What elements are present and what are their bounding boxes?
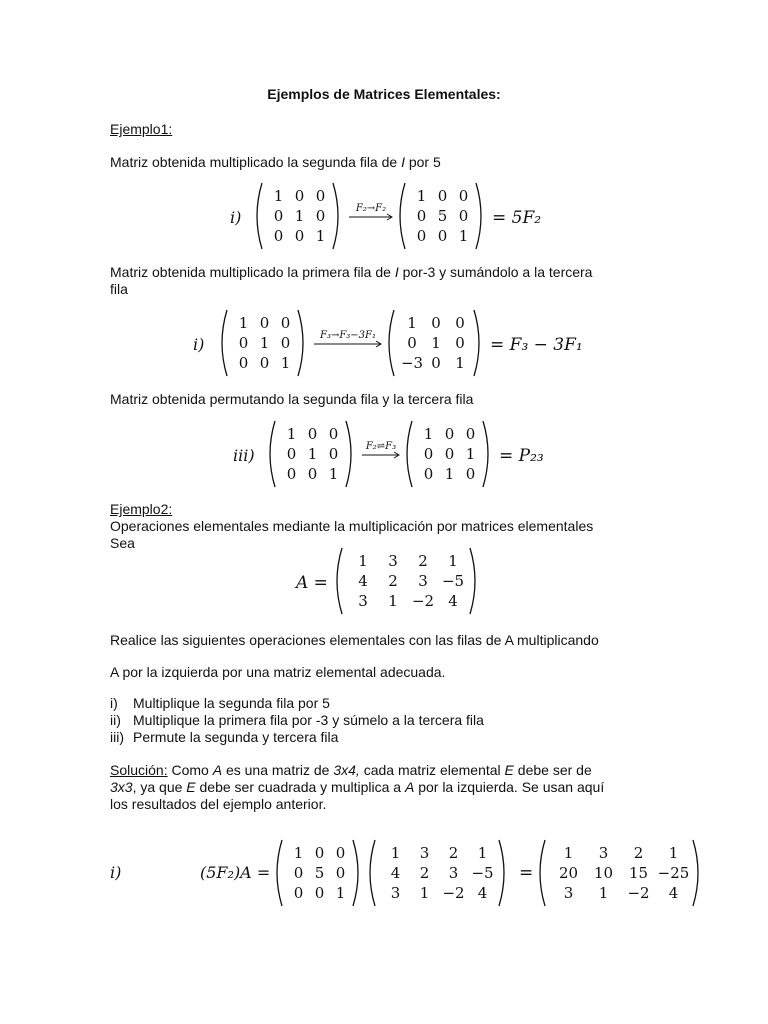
matrix-cell: 1 bbox=[259, 334, 270, 352]
list-text: Permute la segunda y tercera fila bbox=[133, 729, 339, 745]
matrix-cell: −25 bbox=[657, 864, 690, 882]
matrix-cell: 0 bbox=[431, 354, 441, 372]
text-italic: I bbox=[394, 264, 399, 280]
text-italic: A bbox=[212, 762, 223, 778]
right-paren bbox=[353, 840, 358, 906]
list-number: iii) bbox=[110, 729, 124, 745]
matrix-cell: 4 bbox=[390, 864, 401, 882]
matrix-cell: 3 bbox=[390, 884, 401, 902]
operation-label: F₃→F₃−3F₁ bbox=[320, 330, 376, 341]
page-title: Ejemplos de Matrices Elementales: bbox=[267, 86, 501, 102]
list-text: Multiplique la segunda fila por 5 bbox=[133, 695, 330, 711]
matrix-cell: 0 bbox=[465, 465, 476, 483]
matrix-cell: 0 bbox=[280, 314, 291, 332]
matrix-cell: 0 bbox=[273, 227, 284, 245]
matrix-cell: 1 bbox=[273, 187, 284, 205]
left-paren bbox=[222, 310, 227, 376]
matrix-a bbox=[296, 548, 476, 614]
matrix-cell: 5 bbox=[314, 864, 325, 882]
solution-line2 bbox=[110, 779, 604, 796]
text: es una matriz de bbox=[222, 762, 334, 778]
list-text: Multiplique la primera fila por -3 y súmelo a la tercera fila bbox=[133, 712, 484, 728]
matrix-cell: 1 bbox=[416, 187, 427, 205]
text-italic: 3x4, bbox=[333, 762, 360, 778]
text: Como bbox=[167, 762, 213, 778]
right-paren bbox=[476, 183, 481, 249]
right-paren bbox=[470, 548, 475, 614]
matrix-cell: −2 bbox=[442, 884, 465, 902]
matrix-cell: 1 bbox=[477, 844, 488, 862]
list-item bbox=[110, 712, 484, 729]
matrix-cell: 1 bbox=[407, 314, 417, 332]
text-italic: 3x3 bbox=[110, 779, 133, 795]
matrix-cell: 0 bbox=[315, 207, 326, 225]
matrix-cell: 1 bbox=[465, 445, 476, 463]
matrix-cell: 0 bbox=[328, 445, 339, 463]
matrix-cell: 1 bbox=[598, 884, 609, 902]
matrix-cell: 1 bbox=[358, 552, 368, 570]
matrix-cell: 0 bbox=[437, 187, 448, 205]
text: Matriz obtenida multiplicado la segunda fila de bbox=[110, 154, 402, 170]
ejemplo1-line2 bbox=[110, 264, 592, 281]
left-paren bbox=[407, 421, 412, 487]
matrix-cell: 1 bbox=[563, 844, 574, 862]
matrix-cell: 3 bbox=[418, 572, 428, 590]
matrix-cell: 1 bbox=[328, 465, 339, 483]
matrix-cell: 1 bbox=[388, 592, 398, 610]
instruction-line2: A por la izquierda por una matriz elemental adecuada. bbox=[110, 664, 446, 680]
right-paren bbox=[693, 840, 698, 906]
matrix-cell: 0 bbox=[416, 227, 427, 245]
right-paren bbox=[346, 421, 351, 487]
equation-result: = P₂₃ bbox=[499, 446, 544, 466]
left-paren bbox=[270, 421, 275, 487]
matrix-cell: 1 bbox=[455, 354, 465, 372]
list-number: ii) bbox=[110, 712, 121, 728]
list-item bbox=[110, 695, 330, 712]
equation-3 bbox=[233, 421, 553, 487]
matrix-cell: 0 bbox=[335, 844, 346, 862]
matrix-cell: 0 bbox=[416, 207, 427, 225]
matrix-cell: 1 bbox=[668, 844, 679, 862]
operation-label: F₂⇌F₃ bbox=[365, 441, 397, 452]
equation-label: i) bbox=[230, 208, 242, 227]
matrix-cell: 0 bbox=[328, 425, 339, 443]
text-italic: E bbox=[186, 779, 196, 795]
matrix-cell: 0 bbox=[280, 334, 291, 352]
matrix-cell: 15 bbox=[628, 864, 649, 882]
right-paren bbox=[499, 840, 504, 906]
text: debe ser cuadrada y multiplica a bbox=[195, 779, 405, 795]
matrix-cell: 0 bbox=[455, 314, 465, 332]
matrix-cell: 0 bbox=[307, 465, 318, 483]
matrix-cell: 1 bbox=[238, 314, 249, 332]
matrix-cell: 2 bbox=[418, 552, 428, 570]
text: por 5 bbox=[404, 154, 441, 170]
left-paren bbox=[257, 183, 262, 249]
ejemplo1-line1 bbox=[110, 154, 441, 171]
text-italic: I bbox=[401, 154, 405, 170]
matrix-cell: −2 bbox=[627, 884, 650, 902]
matrix-cell: 1 bbox=[431, 334, 441, 352]
matrix-cell: 3 bbox=[598, 844, 609, 862]
ejemplo2-line1: Operaciones elementales mediante la multiplicación por matrices elementales bbox=[110, 518, 594, 534]
matrix-cell: 0 bbox=[444, 425, 455, 443]
matrix-cell: 0 bbox=[423, 445, 434, 463]
solution-line1 bbox=[110, 762, 592, 779]
matrix-cell: 1 bbox=[294, 207, 305, 225]
matrix-cell: 3 bbox=[448, 864, 459, 882]
equation-label: iii) bbox=[233, 446, 255, 465]
text: por-3 y sumándolo a la tercera bbox=[398, 264, 593, 280]
solution-label: Solución: bbox=[110, 762, 168, 778]
matrix-cell: 0 bbox=[259, 354, 270, 372]
matrix-cell: 4 bbox=[358, 572, 368, 590]
text: , ya que bbox=[132, 779, 187, 795]
matrix-cell: 0 bbox=[307, 425, 318, 443]
equation-label: i) bbox=[193, 335, 205, 354]
matrix-cell: 3 bbox=[358, 592, 368, 610]
matrix-cell: 0 bbox=[407, 334, 417, 352]
matrix-cell: 1 bbox=[423, 425, 434, 443]
matrix-cell: 0 bbox=[431, 314, 441, 332]
matrix-cell: 1 bbox=[419, 884, 430, 902]
matrix-cell: 0 bbox=[314, 884, 325, 902]
matrix-cell: 5 bbox=[437, 207, 448, 225]
matrix-cell: 0 bbox=[238, 334, 249, 352]
ejemplo1-heading: Ejemplo1: bbox=[110, 121, 173, 137]
matrix-cell: 0 bbox=[286, 465, 297, 483]
matrix-cell: 0 bbox=[294, 227, 305, 245]
left-paren bbox=[400, 183, 405, 249]
matrix-cell: 0 bbox=[238, 354, 249, 372]
matrix-cell: −3 bbox=[400, 354, 424, 372]
matrix-cell: 1 bbox=[448, 552, 458, 570]
matrix-cell: −5 bbox=[471, 864, 494, 882]
matrix-cell: 0 bbox=[293, 884, 304, 902]
matrix-cell: −2 bbox=[411, 592, 435, 610]
text: por la izquierda. Se usan aquí bbox=[414, 779, 605, 795]
equation-1 bbox=[230, 183, 550, 249]
left-paren bbox=[540, 840, 545, 906]
matrix-cell: 0 bbox=[465, 425, 476, 443]
matrix-cell: 0 bbox=[335, 864, 346, 882]
matrix-cell: 1 bbox=[335, 884, 346, 902]
matrix-cell: 2 bbox=[388, 572, 398, 590]
matrix-cell: 0 bbox=[286, 445, 297, 463]
right-paren bbox=[298, 310, 303, 376]
matrix-cell: 0 bbox=[293, 864, 304, 882]
matrix-cell: 1 bbox=[390, 844, 401, 862]
matrix-cell: 1 bbox=[444, 465, 455, 483]
matrix-cell: 0 bbox=[314, 844, 325, 862]
matrix-cell: 4 bbox=[448, 592, 458, 610]
text-italic: A bbox=[404, 779, 415, 795]
matrix-cell: 0 bbox=[294, 187, 305, 205]
matrix-cell: 1 bbox=[293, 844, 304, 862]
matrix-cell: 4 bbox=[477, 884, 488, 902]
right-paren bbox=[333, 183, 338, 249]
ejemplo1-line3: Matriz obtenida permutando la segunda fila y la tercera fila bbox=[110, 391, 474, 407]
left-paren bbox=[389, 310, 394, 376]
ejemplo2-line2: Sea bbox=[110, 535, 135, 551]
list-item bbox=[110, 729, 338, 746]
text: Matriz obtenida multiplicado la primera fila de bbox=[110, 264, 395, 280]
matrix-cell: 1 bbox=[280, 354, 291, 372]
equation-lhs: (5F₂)A = bbox=[200, 863, 271, 882]
matrix-cell: 0 bbox=[458, 187, 469, 205]
matrix-cell: 20 bbox=[558, 864, 579, 882]
text-italic: E bbox=[504, 762, 514, 778]
right-paren bbox=[483, 421, 488, 487]
matrix-cell: 2 bbox=[448, 844, 459, 862]
operation-label: F₂→F₂ bbox=[355, 203, 387, 214]
equals-sign: = bbox=[519, 863, 534, 883]
matrix-cell: 10 bbox=[593, 864, 614, 882]
equation-result: = 5F₂ bbox=[492, 208, 542, 228]
matrix-a-label: A = bbox=[296, 573, 328, 593]
final-equation bbox=[100, 840, 690, 906]
matrix-cell: 2 bbox=[419, 864, 430, 882]
matrix-cell: 3 bbox=[388, 552, 398, 570]
matrix-cell: 0 bbox=[259, 314, 270, 332]
equation-result: = F₃ − 3F₁ bbox=[490, 335, 583, 355]
text: debe ser de bbox=[513, 762, 592, 778]
matrix-cell: 0 bbox=[273, 207, 284, 225]
matrix-cell: −5 bbox=[441, 572, 465, 590]
matrix-cell: 0 bbox=[437, 227, 448, 245]
equation-label: i) bbox=[110, 863, 122, 882]
equation-2 bbox=[193, 310, 583, 376]
matrix-cell: 3 bbox=[563, 884, 574, 902]
left-paren bbox=[370, 840, 375, 906]
matrix-cell: 1 bbox=[307, 445, 318, 463]
matrix-cell: 1 bbox=[315, 227, 326, 245]
matrix-cell: 4 bbox=[668, 884, 679, 902]
matrix-cell: 0 bbox=[444, 445, 455, 463]
matrix-cell: 3 bbox=[419, 844, 430, 862]
left-paren bbox=[277, 840, 282, 906]
matrix-cell: 1 bbox=[458, 227, 469, 245]
right-paren bbox=[474, 310, 479, 376]
matrix-cell: 1 bbox=[286, 425, 297, 443]
list-number: i) bbox=[110, 695, 118, 711]
matrix-cell: 0 bbox=[455, 334, 465, 352]
instruction-line1: Realice las siguientes operaciones elementales con las filas de A multiplicando bbox=[110, 632, 599, 648]
left-paren bbox=[337, 548, 342, 614]
ejemplo1-line2c: fila bbox=[110, 281, 128, 297]
solution-line3: los resultados del ejemplo anterior. bbox=[110, 796, 327, 812]
matrix-cell: 0 bbox=[458, 207, 469, 225]
matrix-cell: 0 bbox=[423, 465, 434, 483]
ejemplo2-heading: Ejemplo2: bbox=[110, 501, 173, 517]
matrix-cell: 0 bbox=[315, 187, 326, 205]
text: cada matriz elemental bbox=[359, 762, 505, 778]
matrix-cell: 2 bbox=[633, 844, 644, 862]
